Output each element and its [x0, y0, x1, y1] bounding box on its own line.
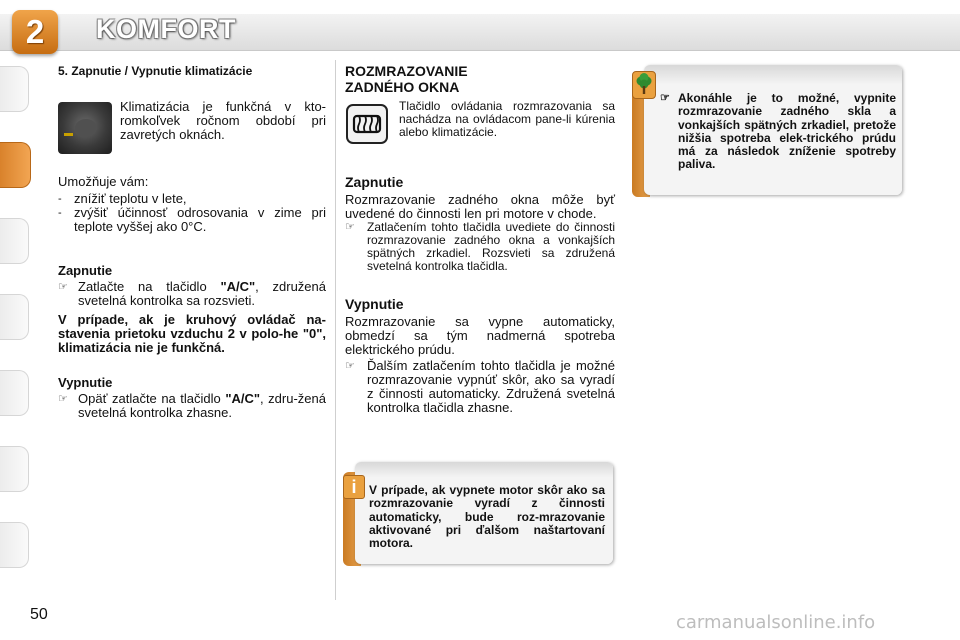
info-box-text: V prípade, ak vypnete motor skôr ako sa rozmrazovanie vyradí z činnosti automaticky, bude roz-mrazovanie aktivované pri ďalšom naštartovaní motora.: [369, 483, 605, 551]
ac-off-heading: Vypnutie: [58, 375, 113, 390]
defrost-heading-line1: ROZMRAZOVANIE: [345, 63, 468, 79]
ac-button-label: "A/C": [220, 279, 256, 294]
chapter-tab-1[interactable]: [0, 66, 29, 112]
defrost-intro: [399, 100, 615, 139]
defrost-on-instruction: ☞ Zatlačením tohto tlačidla uvediete do činnosti rozmrazovanie zadného okna a vonkajších spätných zrkadiel. Rozsvieti sa združená svetelná kontrolka tlačidla.: [345, 220, 615, 273]
defrost-off-instruction: ☞ Ďalším zatlačením tohto tlačidla je možné rozmrazovanie vypnúť skôr, ako sa vyradí z činnosti automaticky. Združená svetelná kontrolka tlačidla zhasne.: [345, 358, 615, 415]
tip-box-text: ☞ Akonáhle je to možné, vypnite rozmrazovanie zadného skla a vonkajších spätných zrkadiel, pretože nižšia spotreba elek-trického prúdu má za následok zníženie spotreby paliva.: [660, 91, 896, 172]
chapter-number: 2: [25, 13, 45, 50]
chapter-tab-4[interactable]: [0, 294, 29, 340]
defrost-off-block: [345, 297, 615, 415]
ac-allows-block: [58, 175, 326, 234]
ac-section: [58, 64, 328, 78]
chapter-badge: [12, 10, 58, 54]
ac-off-instruction: ☞ Opäť zatlačte na tlačidlo "A/C", zdru-žená svetelná kontrolka zhasne.: [58, 391, 326, 420]
defrost-on-text: Rozmrazovanie zadného okna môže byť uvedené do činnosti len pri motore v chode.: [345, 192, 615, 221]
dash-icon: -: [58, 207, 62, 219]
allows-item: - znížiť teplotu v lete,: [58, 191, 187, 206]
defrost-off-text: Rozmrazovanie sa vypne automaticky, obmedzí sa tým nadmerná spotreba elektrického prúdu.: [345, 314, 615, 357]
chapter-tab-3[interactable]: [0, 218, 29, 264]
defrost-on-block: [345, 175, 615, 273]
dash-icon: -: [58, 193, 62, 205]
ac-button-label: "A/C": [225, 391, 261, 406]
chapter-tab-rail: [0, 60, 32, 580]
chapter-tab-2-active[interactable]: [0, 142, 31, 188]
defrost-off-heading: Vypnutie: [345, 296, 404, 312]
ac-led-indicator: [64, 133, 73, 136]
pointing-hand-icon: ☞: [58, 281, 68, 293]
defrost-intro-text: Tlačidlo ovládania rozmrazovania sa nachádza na ovládacom pane-li kúrenia alebo klimatizácie.: [399, 99, 615, 139]
defrost-section-heading: [345, 63, 615, 95]
pointing-hand-icon: ☞: [345, 360, 355, 372]
ac-on-instruction: ☞ Zatlačte na tlačidlo "A/C", združená svetelná kontrolka sa rozsvieti.: [58, 279, 326, 308]
eco-tip-box: [632, 65, 904, 197]
ac-on-heading: Zapnutie: [58, 263, 113, 278]
chapter-tab-7[interactable]: [0, 522, 29, 568]
ac-intro-text: Klimatizácia je funkčná v kto-romkoľvek ročnom období pri zavretých oknách.: [120, 99, 326, 142]
info-icon: i: [343, 475, 365, 499]
ac-on-block: [58, 264, 326, 355]
chapter-tab-5[interactable]: [0, 370, 29, 416]
defrost-heading-line2: ZADNÉHO OKNA: [345, 79, 460, 95]
ac-off-block: [58, 376, 326, 420]
eco-tree-icon: [632, 71, 656, 99]
pointing-hand-icon: ☞: [345, 221, 355, 233]
page-title: KOMFORT: [96, 14, 236, 44]
column-divider: [335, 60, 336, 600]
pointing-hand-icon: ☞: [58, 393, 68, 405]
chapter-tab-6[interactable]: [0, 446, 29, 492]
pointing-hand-icon: ☞: [660, 92, 670, 104]
ac-warning-text: V prípade, ak je kruhový ovládač na-stavenia prietoku vzduchu 2 v polo-he "0", klimatizácia nie je funkčná.: [58, 312, 326, 355]
watermark: carmanualsonline.info: [676, 612, 876, 633]
page-header: [0, 0, 960, 62]
ac-intro: [120, 100, 326, 142]
ac-button-image: [58, 102, 112, 154]
rear-defrost-icon: [346, 104, 388, 144]
item-title: 5. Zapnutie / Vypnutie klimatizácie: [58, 64, 253, 78]
ac-knob: [75, 119, 97, 137]
page-number: 50: [30, 606, 48, 623]
info-note-box: [343, 462, 615, 566]
allows-item: - zvýšiť účinnosť odrosovania v zime pri teplote vyššej ako 0°C.: [58, 205, 326, 234]
defrost-on-heading: Zapnutie: [345, 174, 404, 190]
allows-label: Umožňuje vám:: [58, 174, 149, 189]
